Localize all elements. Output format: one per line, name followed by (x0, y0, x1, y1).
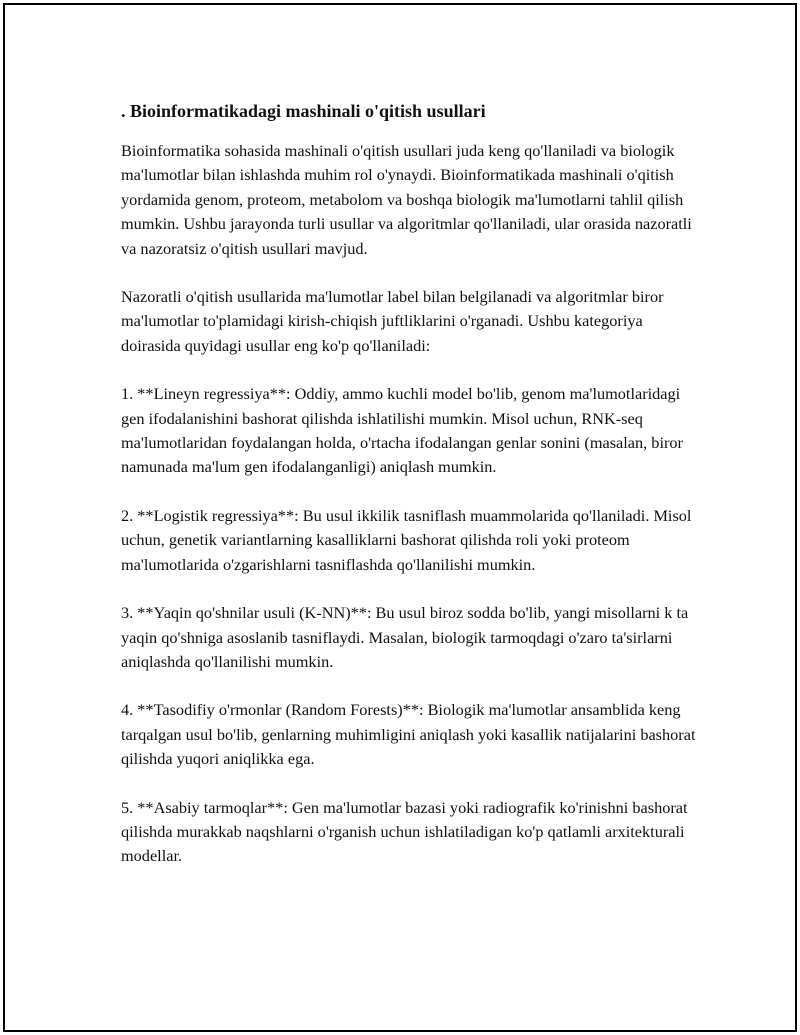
list-item-knn: 3. **Yaqin qo'shnilar usuli (K-NN)**: Bu usul biroz sodda bo'lib, yangi misollarni k ta yaqin qo'shniga asoslanib tasniflaydi. Masalan, biologik tarmoqdagi o'zaro ta'sirlarni aniqlashda qo'llanilishi mumkin. (121, 603, 689, 671)
document-title: . Bioinformatikadagi mashinali o'qitish usullari (121, 101, 486, 121)
list-item-linear-regression: 1. **Lineyn regressiya**: Oddiy, ammo kuchli model bo'lib, genom ma'lumotlaridagi gen ifodalanishini bashorat qilishda ishlatilishi mumkin. Misol uchun, RNK-seq ma'lumotlaridan foydalangan holda, o'rtacha ifodalangan genlar sonini (masalan, biror namunada ma'lum gen ifodalanganligi) aniqlash mumkin. (121, 384, 683, 477)
page-frame (3, 3, 797, 1032)
list-item-logistic-regression: 2. **Logistik regressiya**: Bu usul ikkilik tasniflash muammolarida qo'llaniladi. Misol uchun, genetik variantlarning kasalliklarni bashorat qilishda roli yoki proteom ma'lumotlarida o'zgarishlarni tasniflashda qo'llanilishi mumkin. (121, 505, 692, 574)
list-item-random-forests: 4. **Tasodifiy o'rmonlar (Random Forests)**: Biologik ma'lumotlar ansamblida keng tarqalgan usul bo'lib, genlarning muhimligini aniqlash yoki kasallik natijalarini bashorat qilishda yuqori aniqlikka ega. (121, 700, 696, 769)
list-item-neural-networks: 5. **Asabiy tarmoqlar**: Gen ma'lumotlar bazasi yoki radiografik ko'rinishni bashorat qilishda murakkab naqshlarni o'rganish uchun ishlatiladigan ko'p qatlamli arxitekturali modellar. (121, 797, 688, 866)
paragraph-supervised: Nazoratli o'qitish usullarida ma'lumotlar label bilan belgilanadi va algoritmlar biror ma'lumotlar to'plamidagi kirish-chiqish juftliklarini o'rganadi. Ushbu kategoriya doirasida quyidagi usullar eng ko'p qo'llaniladi: (121, 287, 664, 355)
paragraph-intro: Bioinformatika sohasida mashinali o'qitish usullari juda keng qo'llaniladi va biologik ma'lumotlar bilan ishlashda muhim rol o'ynaydi. Bioinformatikada mashinali o'qitish yordamida genom, proteom, metabolom va boshqa biologik ma'lumotlarni tahlil qilish mumkin. Ushbu jarayonda turli usullar va algoritmlar qo'llaniladi, ular orasida nazoratli va nazoratsiz o'qitish usullari mavjud. (121, 141, 692, 258)
document-body (121, 99, 701, 893)
